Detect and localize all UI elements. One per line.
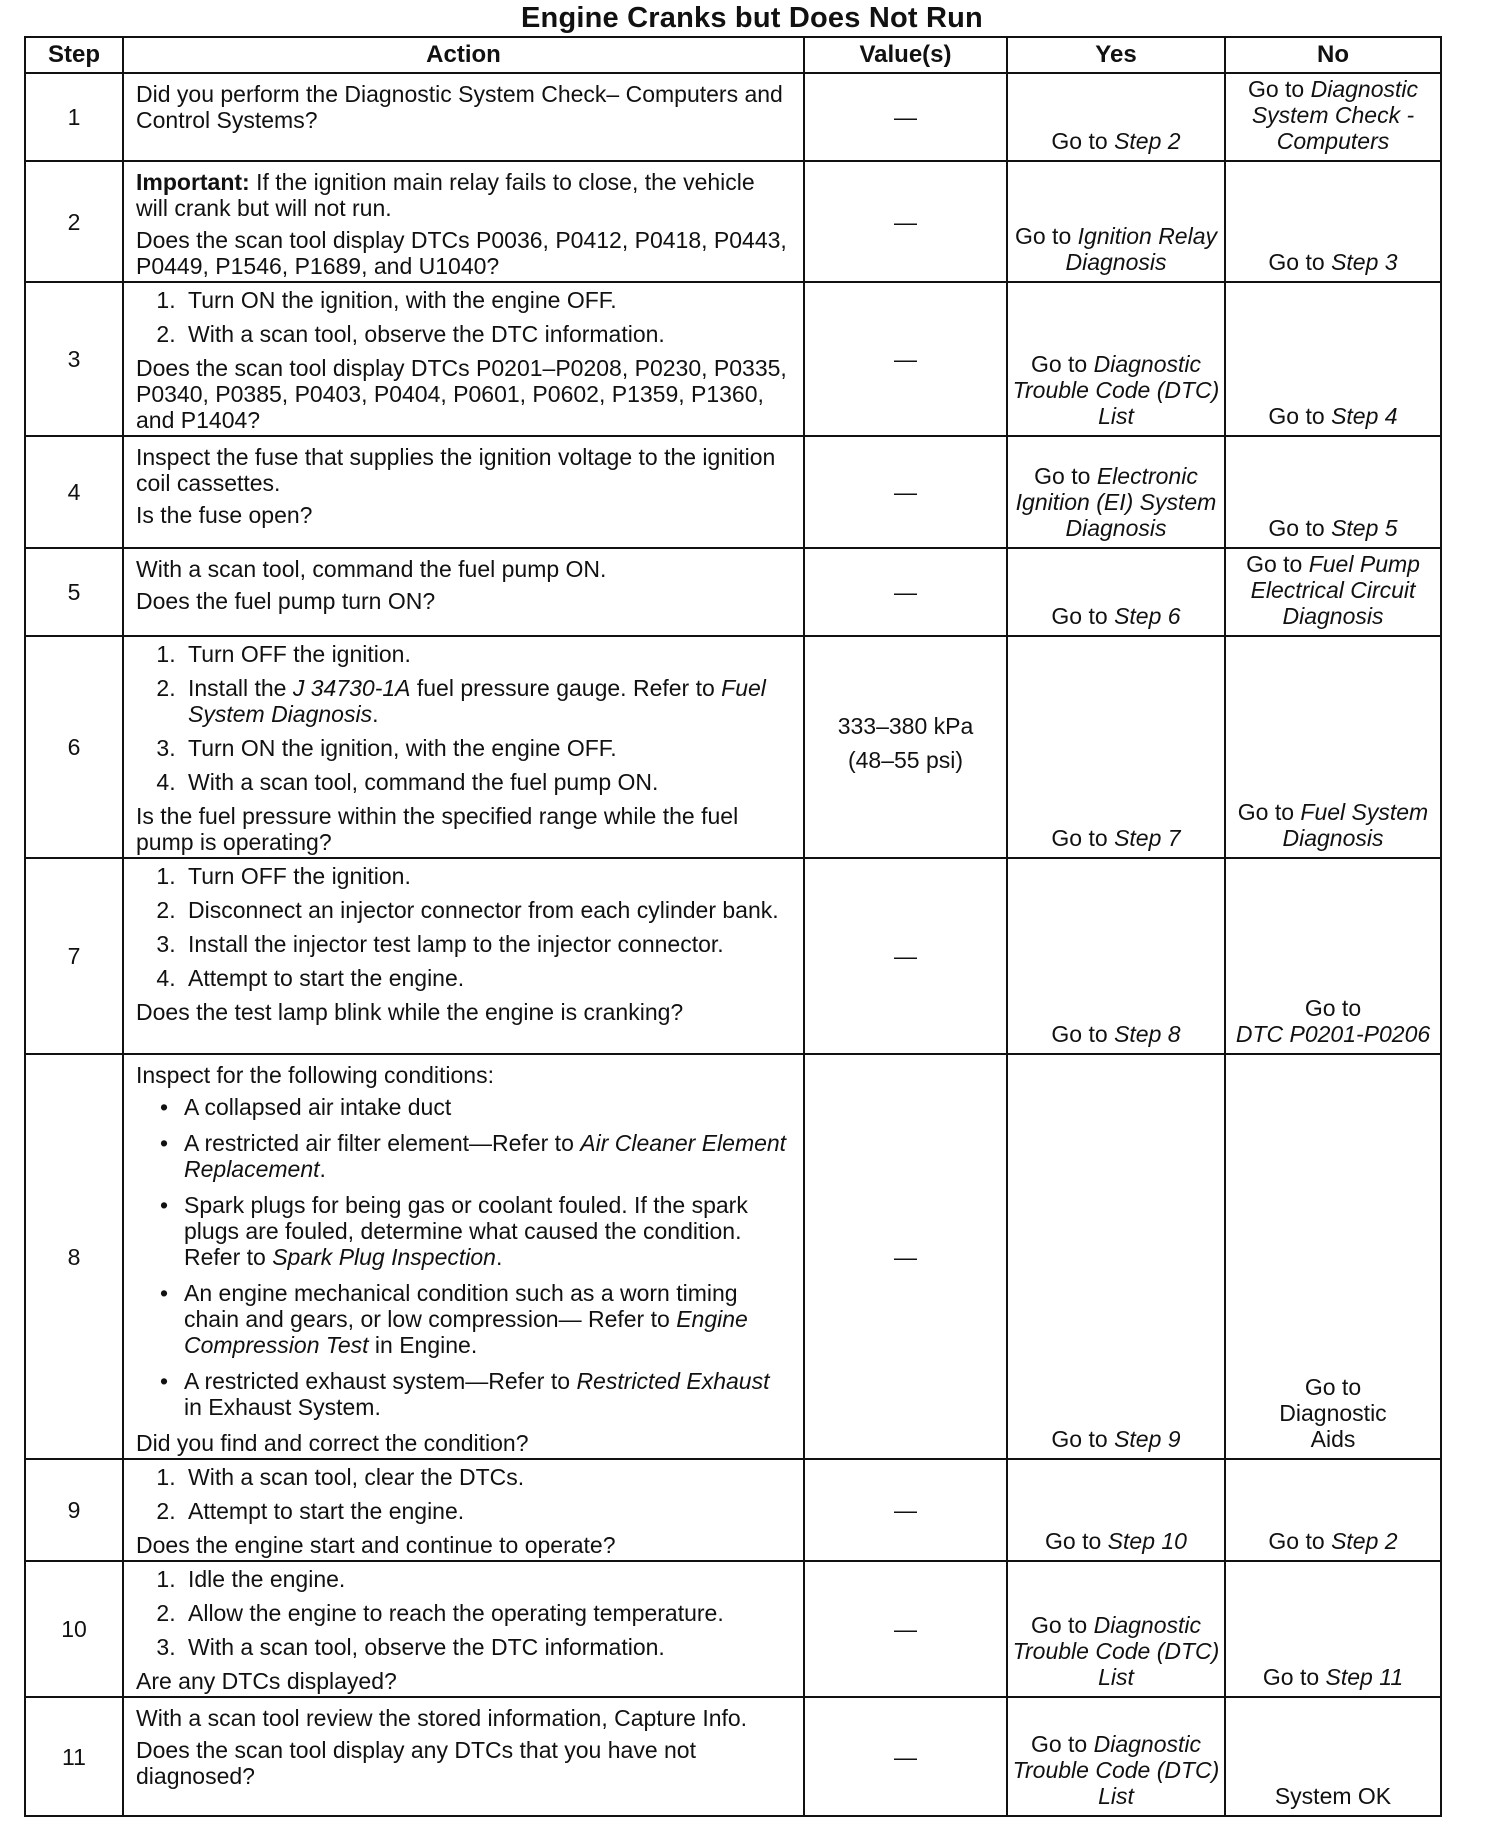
action-question: Did you find and correct the condition? xyxy=(136,1430,529,1456)
no-prefix: Go to xyxy=(1304,995,1362,1021)
yes-prefix: Go to xyxy=(1051,1021,1115,1047)
text: . xyxy=(319,1156,326,1182)
no-prefix: Go to xyxy=(1237,799,1301,825)
reference-link[interactable]: Spark Plug Inspection xyxy=(272,1244,496,1270)
yes-cell xyxy=(1007,436,1225,548)
header-values: Value(s) xyxy=(804,37,1007,73)
yes-prefix: Go to xyxy=(1030,1731,1094,1757)
yes-link[interactable]: Electronic Ignition (EI) System Diagnosis xyxy=(1015,463,1217,541)
action-cell xyxy=(123,161,804,282)
no-cell xyxy=(1225,548,1441,636)
no-prefix: Go to xyxy=(1268,403,1332,429)
yes-link[interactable]: Diagnostic Trouble Code (DTC) List xyxy=(1012,1731,1220,1809)
step-number: 7 xyxy=(25,858,123,1054)
yes-link[interactable]: Step 9 xyxy=(1114,1426,1181,1452)
table-row-step-8 xyxy=(25,1054,1441,1459)
yes-cell xyxy=(1007,282,1225,436)
value-cell xyxy=(804,636,1007,858)
yes-cell xyxy=(1007,73,1225,161)
yes-link[interactable]: Diagnostic Trouble Code (DTC) List xyxy=(1012,1612,1220,1690)
action-steps xyxy=(136,863,793,991)
action-cell xyxy=(123,858,804,1054)
no-prefix: Go to xyxy=(1268,1528,1332,1554)
action-steps xyxy=(136,287,793,347)
action-step: 2. With a scan tool, observe the DTC information. xyxy=(182,321,793,347)
action-step: 3. Install the injector test lamp to the injector connector. xyxy=(182,931,793,957)
no-cell xyxy=(1225,1054,1441,1459)
header-no: No xyxy=(1225,37,1441,73)
no-cell xyxy=(1225,858,1441,1054)
table-row-step-5 xyxy=(25,548,1441,636)
list-item xyxy=(160,1280,793,1358)
condition-list xyxy=(136,1094,793,1420)
no-link[interactable]: Go to Diagnostic Aids xyxy=(1279,1374,1387,1452)
list-item xyxy=(160,1192,793,1270)
yes-cell xyxy=(1007,1561,1225,1697)
no-link[interactable]: Step 11 xyxy=(1325,1664,1404,1690)
list-item xyxy=(160,1368,793,1420)
action-question: Does the fuel pump turn ON? xyxy=(136,588,436,614)
table-row-step-9 xyxy=(25,1459,1441,1561)
step-number: 1 xyxy=(25,73,123,161)
action-step: 3. Turn ON the ignition, with the engine OFF. xyxy=(182,735,793,761)
table-row-step-4 xyxy=(25,436,1441,548)
important-note xyxy=(136,169,793,221)
action-step: 4. Attempt to start the engine. xyxy=(182,965,793,991)
page-title: Engine Cranks but Does Not Run xyxy=(521,2,983,34)
no-link[interactable]: Step 2 xyxy=(1331,1528,1398,1554)
value-cell: — xyxy=(804,548,1007,636)
action-question: Does the engine start and continue to operate? xyxy=(136,1532,616,1558)
value-cell: — xyxy=(804,1459,1007,1561)
action-question: Does the scan tool display any DTCs that you have not diagnosed? xyxy=(136,1737,696,1789)
value-cell: — xyxy=(804,1561,1007,1697)
table-row-step-11 xyxy=(25,1697,1441,1816)
action-question: Does the scan tool display DTCs P0201–P0208, P0230, P0335, P0340, P0385, P0403, P0404, P0601, P0602, P1359, P1360, and P1404? xyxy=(136,355,787,433)
action-step: 1. Turn OFF the ignition. xyxy=(182,641,793,667)
reference-link[interactable]: Air Cleaner Element Replacement xyxy=(184,1130,787,1182)
list-item xyxy=(160,1094,793,1120)
table-row-step-3 xyxy=(25,282,1441,436)
text: fuel pressure gauge. Refer to xyxy=(410,675,722,701)
action-question: Does the scan tool display DTCs P0036, P0412, P0418, P0443, P0449, P1546, P1689, and U1040? xyxy=(136,227,787,279)
text: Install the xyxy=(188,675,293,701)
yes-link[interactable]: Step 2 xyxy=(1114,128,1181,154)
no-link[interactable]: Step 4 xyxy=(1331,403,1398,429)
action-cell xyxy=(123,1054,804,1459)
action-step: 4. With a scan tool, command the fuel pump ON. xyxy=(182,769,793,795)
yes-cell xyxy=(1007,1054,1225,1459)
no-cell xyxy=(1225,282,1441,436)
yes-link[interactable]: Diagnostic Trouble Code (DTC) List xyxy=(1012,351,1220,429)
header-yes: Yes xyxy=(1007,37,1225,73)
action-question: Is the fuse open? xyxy=(136,502,313,528)
action-cell xyxy=(123,1561,804,1697)
action-step: 1. Idle the engine. xyxy=(182,1566,793,1592)
bullet-icon: • xyxy=(160,1130,169,1156)
no-link[interactable]: Fuel Pump Electrical Circuit Diagnosis xyxy=(1250,551,1420,629)
action-step: 2. Allow the engine to reach the operating temperature. xyxy=(182,1600,793,1626)
yes-prefix: Go to xyxy=(1051,603,1115,629)
step-number: 11 xyxy=(25,1697,123,1816)
value-cell: — xyxy=(804,282,1007,436)
step-number: 3 xyxy=(25,282,123,436)
header-action: Action xyxy=(123,37,804,73)
no-prefix: Go to xyxy=(1262,1664,1326,1690)
yes-prefix: Go to xyxy=(1014,223,1078,249)
bullet-icon: • xyxy=(160,1368,169,1394)
text: . xyxy=(495,1244,503,1270)
yes-prefix: Go to xyxy=(1030,1612,1094,1638)
important-text: If the ignition main relay fails to close, the vehicle will crank but will not run. xyxy=(136,169,755,221)
action-step: 1. Turn OFF the ignition. xyxy=(182,863,793,889)
yes-prefix: Go to xyxy=(1051,825,1115,851)
text: in Exhaust System. xyxy=(184,1394,381,1420)
value-cell: — xyxy=(804,436,1007,548)
bullet-icon: • xyxy=(160,1192,169,1218)
yes-link[interactable]: Step 8 xyxy=(1114,1021,1181,1047)
header-step: Step xyxy=(25,37,123,73)
text: A restricted exhaust system—Refer to xyxy=(184,1368,577,1394)
action-steps xyxy=(136,1464,793,1524)
step-number: 8 xyxy=(25,1054,123,1459)
yes-link[interactable]: Step 6 xyxy=(1114,603,1181,629)
action-question: Does the test lamp blink while the engine is cranking? xyxy=(136,999,684,1025)
text: . xyxy=(372,701,379,727)
action-step: 1. With a scan tool, clear the DTCs. xyxy=(182,1464,793,1490)
no-link[interactable]: DTC P0201-P0206 xyxy=(1235,1021,1431,1047)
no-prefix: Go to xyxy=(1246,551,1309,577)
action-cell xyxy=(123,73,804,161)
value-cell: — xyxy=(804,1697,1007,1816)
text: Spark plugs for being gas or coolant fouled. If the spark plugs are fouled, determine what caused the condition. Refer to xyxy=(184,1192,748,1270)
table-row-step-6 xyxy=(25,636,1441,858)
action-text: Inspect for the following conditions: xyxy=(136,1062,494,1088)
yes-prefix: Go to xyxy=(1051,1426,1115,1452)
value-cell: — xyxy=(804,1054,1007,1459)
step-number: 2 xyxy=(25,161,123,282)
table-row-step-7 xyxy=(25,858,1441,1054)
value-cell: — xyxy=(804,858,1007,1054)
step-number: 5 xyxy=(25,548,123,636)
bullet-icon: • xyxy=(160,1094,169,1120)
yes-cell xyxy=(1007,858,1225,1054)
step-number: 9 xyxy=(25,1459,123,1561)
yes-prefix: Go to xyxy=(1034,463,1097,489)
action-cell xyxy=(123,436,804,548)
table-header-row xyxy=(25,37,1441,73)
table-row-step-10 xyxy=(25,1561,1441,1697)
no-link[interactable]: Step 5 xyxy=(1331,515,1398,541)
tool-reference: J 34730-1A xyxy=(292,675,411,701)
action-cell xyxy=(123,636,804,858)
table-row-step-2 xyxy=(25,161,1441,282)
value-kpa: 333–380 kPa xyxy=(837,713,974,739)
no-prefix: Go to xyxy=(1247,76,1311,102)
no-cell xyxy=(1225,1561,1441,1697)
bullet-icon: • xyxy=(160,1280,169,1306)
action-cell xyxy=(123,1697,804,1816)
step-number: 6 xyxy=(25,636,123,858)
action-step: 2. Disconnect an injector connector from each cylinder bank. xyxy=(182,897,793,923)
no-prefix: Go to xyxy=(1268,249,1332,275)
text: A restricted air filter element—Refer to xyxy=(184,1130,581,1156)
no-link[interactable]: Step 3 xyxy=(1331,249,1398,275)
no-cell xyxy=(1225,1459,1441,1561)
action-steps xyxy=(136,641,793,795)
action-cell xyxy=(123,1459,804,1561)
action-step xyxy=(182,675,793,727)
action-cell xyxy=(123,548,804,636)
action-step: 1. Turn ON the ignition, with the engine OFF. xyxy=(182,287,793,313)
no-link[interactable]: Diagnostic System Check - Computers xyxy=(1251,76,1419,154)
yes-prefix: Go to xyxy=(1030,351,1094,377)
no-link[interactable]: Fuel System Diagnosis xyxy=(1282,799,1429,851)
important-label: Important: xyxy=(136,169,250,195)
no-cell xyxy=(1225,161,1441,282)
yes-cell xyxy=(1007,636,1225,858)
no-cell xyxy=(1225,73,1441,161)
yes-prefix: Go to xyxy=(1045,1528,1108,1554)
action-text: With a scan tool review the stored information, Capture Info. xyxy=(136,1705,748,1731)
no-cell xyxy=(1225,636,1441,858)
action-text: Inspect the fuse that supplies the ignition voltage to the ignition coil cassettes. xyxy=(136,444,776,496)
step-number: 4 xyxy=(25,436,123,548)
yes-cell xyxy=(1007,548,1225,636)
action-text: With a scan tool, command the fuel pump ON. xyxy=(136,556,607,582)
value-psi: (48–55 psi) xyxy=(847,747,964,773)
yes-prefix: Go to xyxy=(1051,128,1115,154)
yes-link[interactable]: Step 7 xyxy=(1114,825,1181,851)
text: in Engine. xyxy=(368,1332,478,1358)
action-step: 3. With a scan tool, observe the DTC information. xyxy=(182,1634,793,1660)
value-cell: — xyxy=(804,73,1007,161)
table-row-step-1 xyxy=(25,73,1441,161)
text: A collapsed air intake duct xyxy=(184,1094,452,1120)
action-text: Did you perform the Diagnostic System Check– Computers and Control Systems? xyxy=(136,81,783,133)
value-cell: — xyxy=(804,161,1007,282)
diagnostic-table xyxy=(24,36,1442,1817)
yes-cell xyxy=(1007,161,1225,282)
yes-cell xyxy=(1007,1459,1225,1561)
no-cell xyxy=(1225,436,1441,548)
no-cell: System OK xyxy=(1225,1697,1441,1816)
reference-link[interactable]: Restricted Exhaust xyxy=(576,1368,770,1394)
action-step: 2. Attempt to start the engine. xyxy=(182,1498,793,1524)
text: An engine mechanical condition such as a worn timing chain and gears, or low compression— Refer to xyxy=(184,1280,738,1332)
action-steps xyxy=(136,1566,793,1660)
action-question: Is the fuel pressure within the specified range while the fuel pump is operating? xyxy=(136,803,739,855)
action-question: Are any DTCs displayed? xyxy=(136,1668,397,1694)
reference-link[interactable]: Engine Compression Test xyxy=(184,1306,748,1358)
yes-cell xyxy=(1007,1697,1225,1816)
yes-link[interactable]: Step 10 xyxy=(1107,1528,1187,1554)
yes-link[interactable]: Ignition Relay Diagnosis xyxy=(1065,223,1217,275)
reference-link[interactable]: Fuel System Diagnosis xyxy=(188,675,766,727)
step-number: 10 xyxy=(25,1561,123,1697)
action-cell xyxy=(123,282,804,436)
no-prefix: Go to xyxy=(1268,515,1332,541)
list-item xyxy=(160,1130,793,1182)
